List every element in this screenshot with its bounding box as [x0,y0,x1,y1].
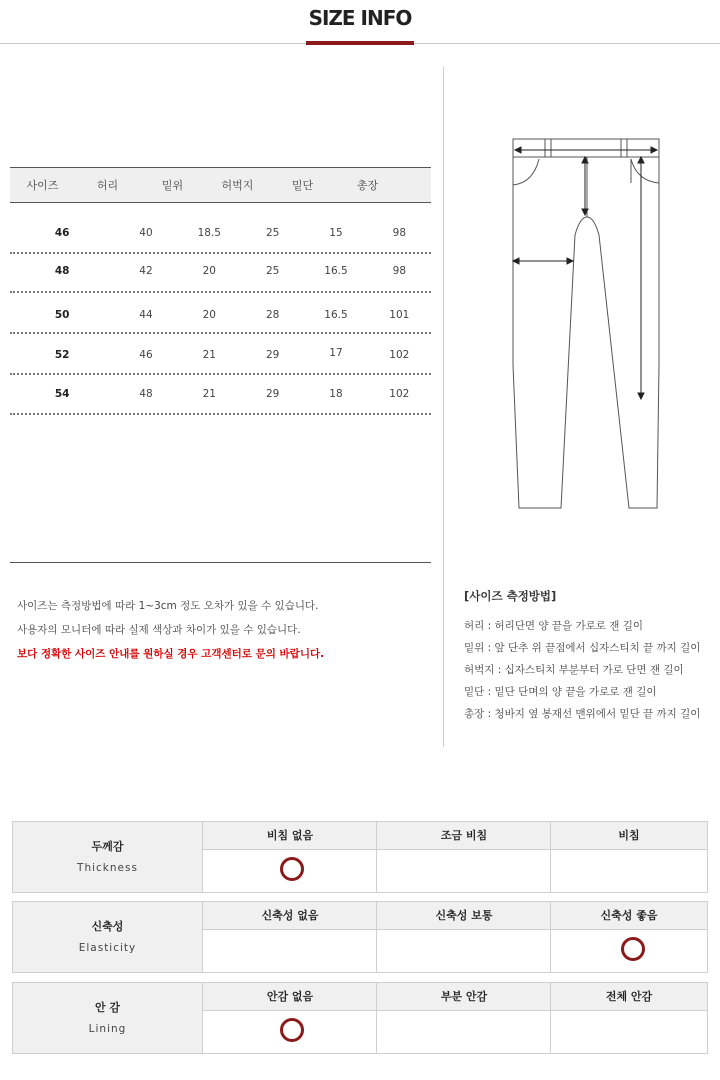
header-accent-bar [306,41,414,45]
measure-method-item: 밑단 : 밑단 단며의 양 끝을 가로로 잰 길이 [464,686,657,698]
elasticity-table [12,901,708,973]
rise-cell: 21 [202,388,216,400]
hem-cell: 18 [329,388,343,400]
label-en: Lining [88,1023,127,1035]
option-header: 신축성 좋음 [551,902,707,930]
note-measurement-tolerance: 사이즈는 측정방법에 따라 1~3cm 정도 오차가 있을 수 있습니다. [17,600,319,612]
rise-cell: 21 [202,349,216,361]
waistband-outline [513,139,659,157]
col-header-size: 사이즈 [26,179,59,192]
label-en: Thickness [77,862,138,874]
thickness-label [13,822,203,892]
size-cell: 50 [54,309,70,321]
thigh-cell: 29 [265,349,280,361]
option-cell [376,822,551,892]
belt-loop [621,139,627,157]
waist-cell: 46 [139,349,153,361]
length-cell: 102 [389,388,410,400]
selected-circle-icon [621,937,645,961]
option-header: 전체 안감 [551,983,707,1011]
table-row [10,382,431,406]
table-row [10,259,431,283]
hem-cell: 16.5 [324,309,348,321]
option-header: 안감 없음 [203,983,377,1011]
option-header: 비침 없음 [203,822,377,850]
option-cell [202,902,377,972]
lining-label [13,983,203,1053]
option-header: 조금 비침 [377,822,551,850]
waist-cell: 42 [139,265,153,277]
thigh-cell: 25 [265,265,280,277]
note-monitor-color: 사용자의 모니터에 따라 실제 색상과 차이가 있을 수 있습니다. [17,624,301,636]
row-divider [10,373,431,375]
option-header: 부분 안감 [377,983,551,1011]
measure-method-item: 허벅지 : 십자스티치 부분부터 가로 단면 잰 길이 [464,664,684,676]
label-ko: 신축성 [91,920,124,933]
row-divider [10,413,431,415]
col-header-waist: 허리 [96,179,119,192]
table-row [10,303,431,327]
size-table [10,167,431,400]
col-header-thigh: 허벅지 [221,179,254,192]
waist-cell: 44 [139,309,153,321]
length-cell: 101 [389,309,410,321]
label-ko: 안 감 [94,1001,121,1014]
length-cell: 98 [392,227,407,239]
table-row [10,343,431,367]
length-cell: 98 [392,265,407,277]
size-cell: 48 [54,265,70,277]
pocket-left [513,159,539,185]
belt-loop [545,139,551,157]
selected-circle-icon [280,1018,304,1042]
row-divider [10,252,431,254]
label-en: Elasticity [78,942,137,954]
thigh-cell: 29 [265,388,280,400]
col-header-hem: 밑단 [291,179,314,192]
length-cell: 102 [389,349,410,361]
table-row [10,221,431,245]
hem-cell: 15 [329,227,343,239]
waist-cell: 40 [139,227,153,239]
selected-circle-icon [280,857,304,881]
rise-cell: 20 [202,309,216,321]
row-divider [10,291,431,293]
waist-cell: 48 [139,388,153,400]
size-table-header [10,167,431,203]
size-cell: 54 [54,388,70,400]
size-cell: 52 [54,349,70,361]
option-header: 신축성 없음 [203,902,377,930]
col-header-length: 총장 [356,179,379,192]
note-contact-service: 보다 정확한 사이즈 안내를 원하실 경우 고객센터로 문의 바랍니다. [17,648,325,660]
option-header: 신축성 보통 [377,902,551,930]
lining-table [12,982,708,1054]
measure-method-item: 총장 : 청바지 옆 봉재선 맨위에서 밑단 끝 까지 길이 [464,708,701,720]
rise-cell: 18.5 [197,227,221,239]
row-divider [10,332,431,334]
option-cell [376,902,551,972]
option-cell [550,983,707,1053]
page-title: SIZE INFO [308,6,412,30]
size-cell: 46 [54,227,70,239]
hem-cell: 17 [329,347,343,359]
option-cell [550,902,707,972]
option-cell [550,822,707,892]
measure-method-item: 허리 : 허리단면 양 끝을 가로로 잰 길이 [464,620,644,632]
thigh-cell: 25 [265,227,280,239]
col-header-rise: 밑위 [161,179,184,192]
measure-method-item: 밑위 : 앞 단추 위 끝점에서 십자스티치 끝 까지 길이 [464,642,701,654]
pocket-right [631,159,659,183]
pants-measure-diagram [505,135,670,515]
table-bottom-rule [10,562,431,563]
hem-cell: 16.5 [324,265,348,277]
option-cell [376,983,551,1053]
measure-method-title: [사이즈 측정방법] [464,589,557,603]
option-cell [202,822,377,892]
rise-cell: 20 [202,265,216,277]
label-ko: 두께감 [91,840,124,853]
elasticity-label [13,902,203,972]
column-divider [443,67,444,747]
option-cell [202,983,377,1053]
thigh-cell: 28 [265,309,280,321]
option-header: 비침 [551,822,707,850]
thickness-table [12,821,708,893]
